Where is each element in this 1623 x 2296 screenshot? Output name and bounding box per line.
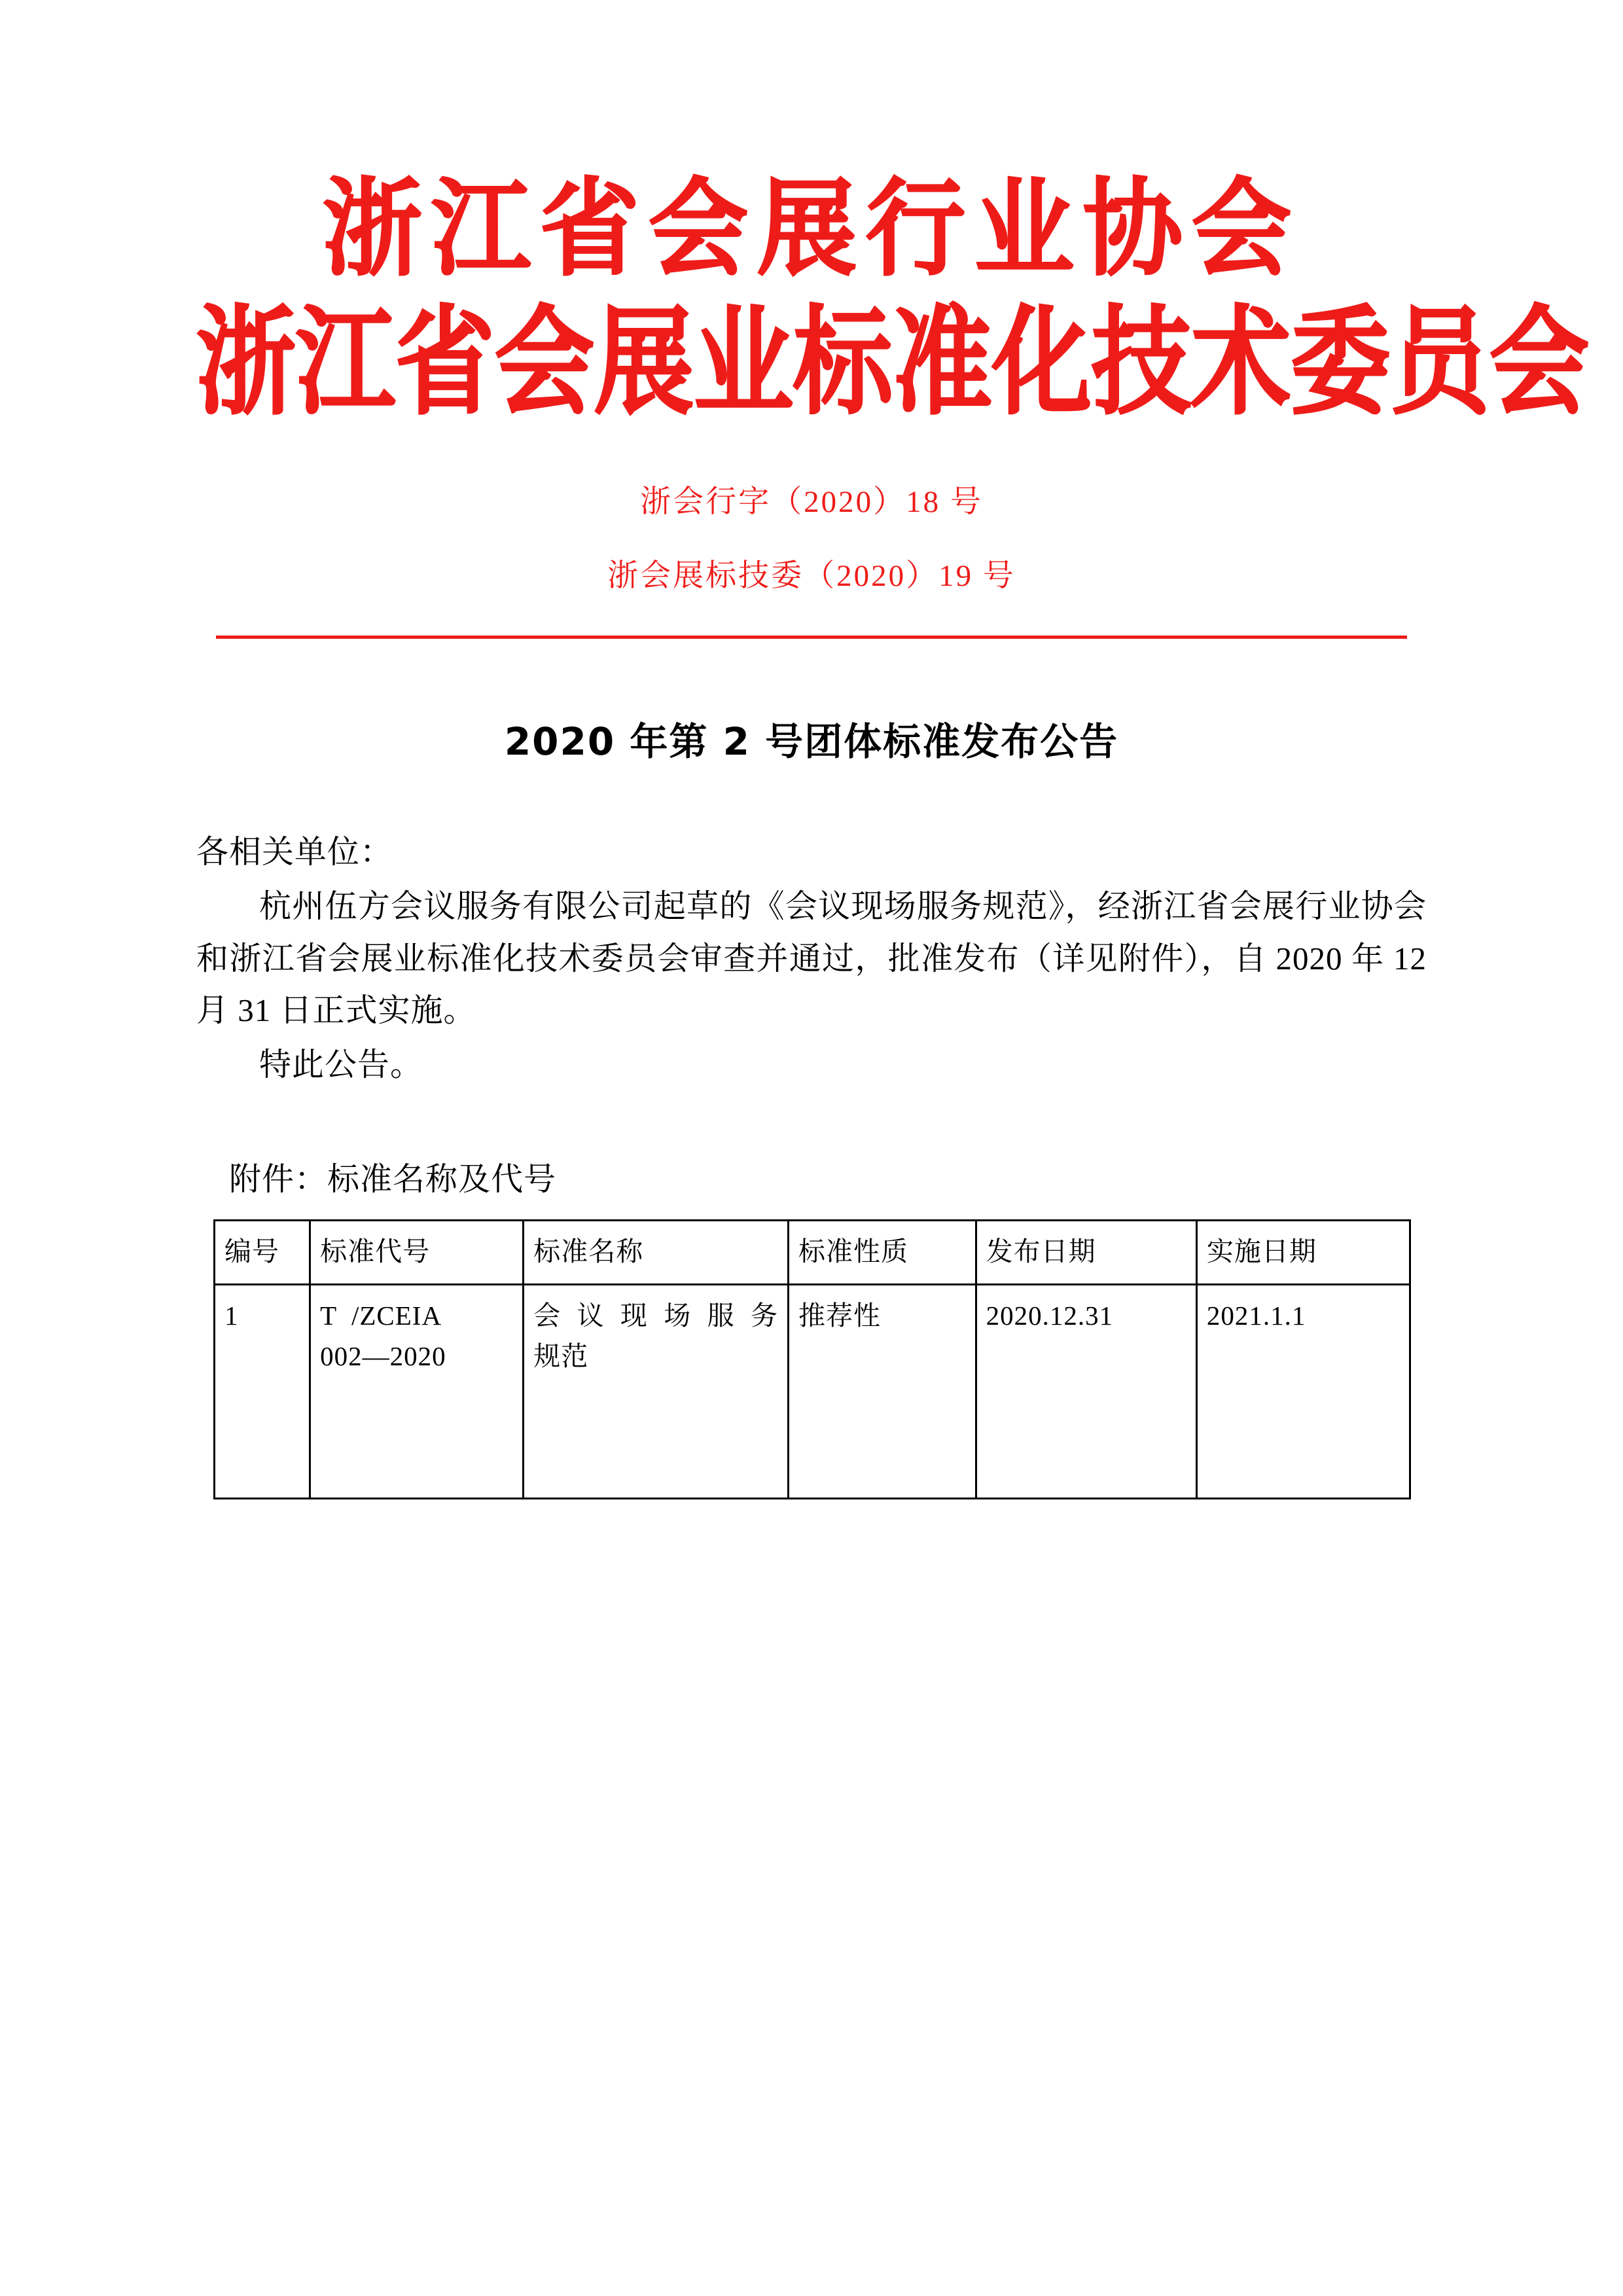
organization-name-primary: 浙江省会展行业协会 xyxy=(323,167,1300,291)
cell-name-line2: 规范 xyxy=(533,1340,589,1371)
page-title: 2020 年第 2 号团体标准发布公告 xyxy=(504,719,1119,764)
column-header-name: 标准名称 xyxy=(524,1220,789,1285)
table-row xyxy=(215,1285,1410,1499)
document-number-secondary: 浙会展标技委（2020）19 号 xyxy=(607,558,1016,593)
column-header-no: 编号 xyxy=(215,1220,310,1285)
salutation: 各相关单位： xyxy=(196,833,393,870)
standards-table xyxy=(213,1219,1411,1500)
table-header-row xyxy=(215,1220,1410,1285)
document-number-primary: 浙会行字（2020）18 号 xyxy=(640,484,983,519)
organization-name-secondary: 浙江省会展业标准化技术委员会 xyxy=(196,293,1589,431)
body-paragraph-1: 杭州伍方会议服务有限公司起草的《会议现场服务规范》，经浙江省会展行业协会和浙江省会展业标准化技术委员会审查并通过，批准发布（详见附件），自 2020 年 12 月 31 日正式实施。 xyxy=(196,888,1427,1029)
cell-name xyxy=(524,1285,789,1499)
cell-publish-date: 2020.12.31 xyxy=(976,1285,1196,1499)
body-paragraph-2: 特此公告。 xyxy=(259,1047,423,1083)
cell-implement-date: 2021.1.1 xyxy=(1196,1285,1410,1499)
cell-name-line1: 会议现场服务 xyxy=(533,1300,778,1331)
column-header-nature: 标准性质 xyxy=(788,1220,976,1285)
cell-no: 1 xyxy=(215,1285,310,1499)
column-header-code: 标准代号 xyxy=(310,1220,524,1285)
attachment-label: 附件：标准名称及代号 xyxy=(229,1160,557,1197)
cell-code xyxy=(310,1285,524,1499)
cell-nature: 推荐性 xyxy=(788,1285,976,1499)
letterhead-divider xyxy=(216,636,1407,639)
document-body xyxy=(196,826,1427,1091)
column-header-implement-date: 实施日期 xyxy=(1196,1220,1410,1285)
document-sheet xyxy=(196,0,1589,1499)
cell-code-line1: T /ZCEIA xyxy=(320,1300,442,1331)
cell-code-line2: 002—2020 xyxy=(320,1340,446,1371)
letterhead xyxy=(196,0,1589,639)
column-header-publish-date: 发布日期 xyxy=(976,1220,1196,1285)
